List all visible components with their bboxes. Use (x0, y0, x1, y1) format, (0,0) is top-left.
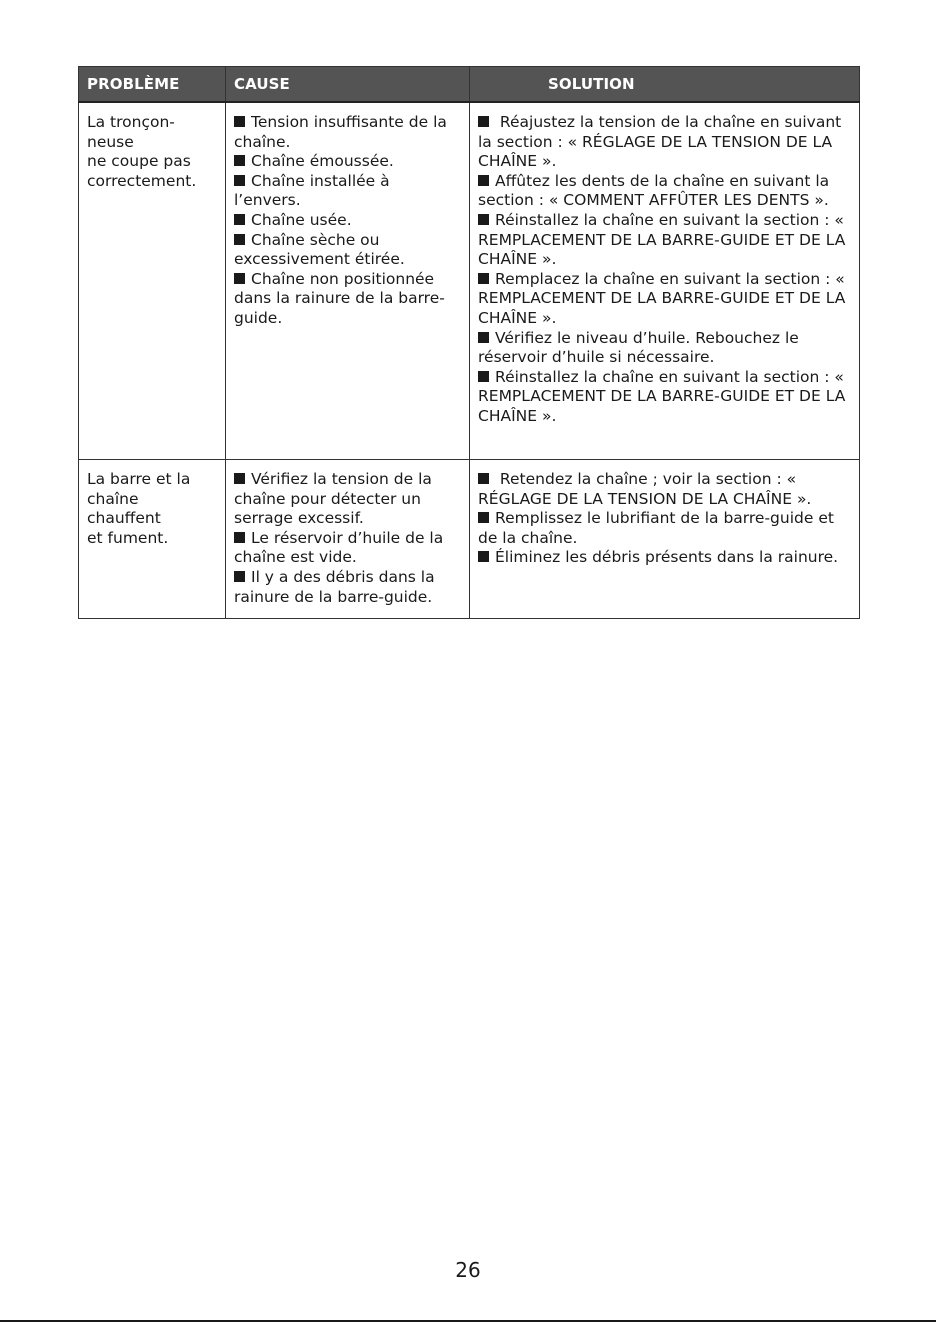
cause-item: Le réservoir d’huile de la chaîne est vide. (234, 528, 444, 567)
square-bullet-icon (478, 175, 489, 186)
square-bullet-icon (234, 273, 245, 284)
square-bullet-icon (478, 332, 489, 343)
cause-item: Chaîne non positionnée dans la rainure de la barre-guide. (234, 269, 445, 327)
solution-item: Réinstallez la chaîne en suivant la section : « REMPLACEMENT DE LA BARRE-GUIDE ET DE LA CHAÎNE ». (478, 210, 846, 269)
table-header-row (79, 67, 860, 103)
problem-text: La tronçon- (87, 113, 175, 131)
header-solution: SOLUTION (470, 67, 860, 103)
table-row (79, 102, 860, 460)
solution-item: Réajustez la tension de la chaîne en suivant la section : « RÉGLAGE DE LA TENSION DE LA CHAÎNE ». (478, 113, 842, 171)
solution-cell (470, 102, 860, 460)
cause-item: Chaîne sèche ou excessivement étirée. (234, 230, 405, 269)
square-bullet-icon (234, 473, 245, 484)
problem-cell (79, 460, 226, 619)
solution-item: Réinstallez la chaîne en suivant la section : « REMPLACEMENT DE LA BARRE-GUIDE ET DE LA CHAÎNE ». (478, 367, 846, 425)
square-bullet-icon (478, 371, 489, 382)
problem-text: chauffent (87, 509, 161, 528)
problem-text: chaîne (87, 489, 139, 508)
solution-item: Retendez la chaîne ; voir la section : « RÉGLAGE DE LA TENSION DE LA CHAÎNE ». (478, 470, 812, 508)
header-problem: PROBLÈME (79, 67, 226, 103)
problem-text: La barre et la (87, 470, 191, 488)
cause-item: Tension insuffisante de la chaîne. (234, 113, 447, 151)
bottom-divider (0, 1320, 936, 1322)
cause-item: Chaîne installée à l’envers. (234, 171, 390, 210)
square-bullet-icon (478, 214, 489, 225)
troubleshooting-table (78, 66, 860, 619)
cause-item: Il y a des débris dans la rainure de la barre-guide. (234, 567, 435, 606)
square-bullet-icon (478, 551, 489, 562)
problem-text: et fument. (87, 528, 169, 547)
problem-text: neuse (87, 132, 134, 151)
square-bullet-icon (478, 116, 489, 127)
solution-item: Remplacez la chaîne en suivant la section : « REMPLACEMENT DE LA BARRE-GUIDE ET DE LA CHAÎNE ». (478, 269, 846, 327)
square-bullet-icon (478, 273, 489, 284)
page-number: 26 (455, 1258, 481, 1282)
square-bullet-icon (478, 512, 489, 523)
square-bullet-icon (234, 214, 245, 225)
solution-item: Affûtez les dents de la chaîne en suivant la section : « COMMENT AFFÛTER LES DENTS ». (478, 171, 830, 210)
table-row (79, 460, 860, 619)
solution-item: Vérifiez le niveau d’huile. Rebouchez le réservoir d’huile si nécessaire. (478, 328, 799, 367)
cause-cell (226, 460, 470, 619)
square-bullet-icon (234, 175, 245, 186)
square-bullet-icon (478, 473, 489, 484)
header-cause: CAUSE (226, 67, 470, 103)
solution-item: Éliminez les débris présents dans la rainure. (478, 548, 851, 568)
cause-item: Vérifiez la tension de la chaîne pour détecter un serrage excessif. (234, 470, 432, 528)
square-bullet-icon (234, 155, 245, 166)
square-bullet-icon (234, 116, 245, 127)
square-bullet-icon (234, 532, 245, 543)
cause-item: Chaîne usée. (234, 211, 461, 231)
solution-item: Remplissez le lubrifiant de la barre-guide et de la chaîne. (478, 509, 834, 547)
problem-text: ne coupe pas (87, 152, 191, 171)
square-bullet-icon (234, 234, 245, 245)
cause-cell (226, 102, 470, 460)
square-bullet-icon (234, 571, 245, 582)
cause-item: Chaîne émoussée. (234, 152, 461, 172)
solution-cell (470, 460, 860, 619)
problem-cell (79, 102, 226, 460)
problem-text: correctement. (87, 171, 197, 190)
